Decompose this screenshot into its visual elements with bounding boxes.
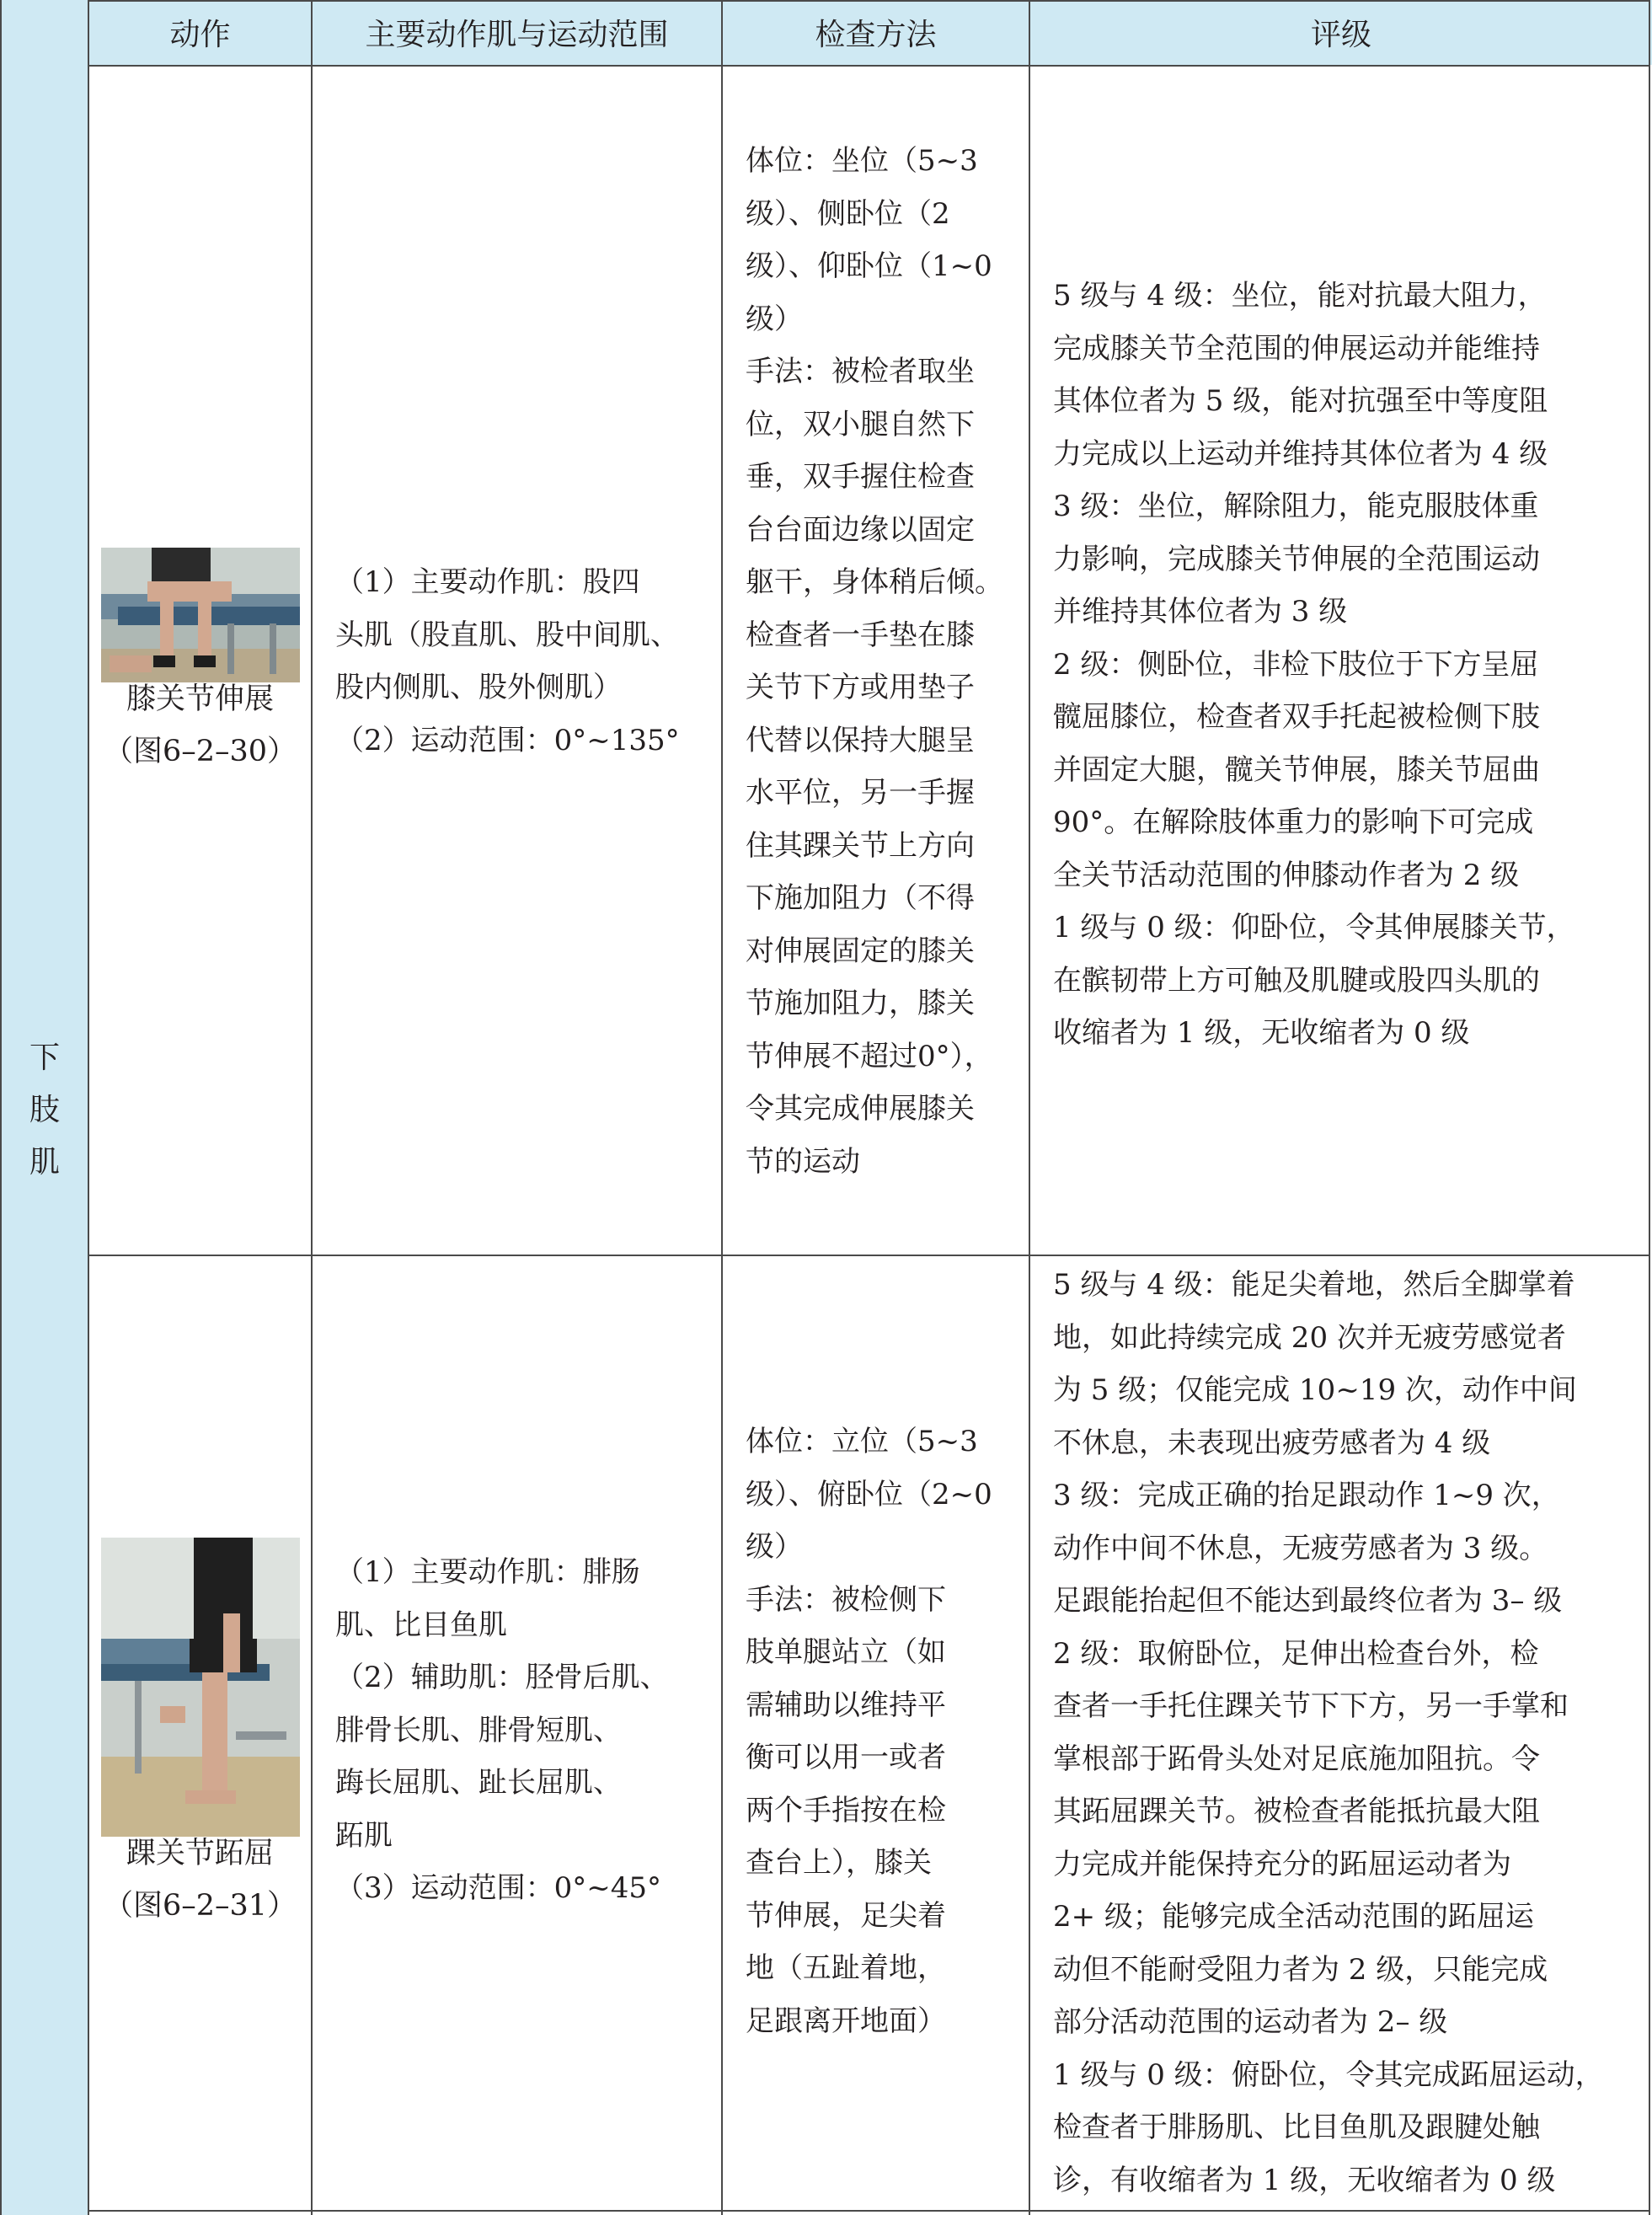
header-muscles: 主要动作肌与运动范围 bbox=[313, 0, 721, 65]
header-method: 检查方法 bbox=[723, 0, 1029, 65]
grid-line bbox=[88, 2210, 1650, 2212]
ankle-plantarflexion-label: 踝关节跖屈 bbox=[126, 1837, 274, 1870]
grid-line bbox=[88, 0, 1650, 2]
grid-line bbox=[88, 1255, 1650, 1256]
ankle-plantarflexion-muscles: （1）主要动作肌：腓肠 肌、比目鱼肌 （2）辅助肌：胫骨后肌、 腓骨长肌、腓骨短肌、 踇长屈肌、趾长屈肌、 跖肌 （3）运动范围：0°~45° bbox=[335, 1555, 669, 1905]
category-label: 下 肢 肌 bbox=[29, 1041, 60, 1180]
ankle-plantarflexion-photo bbox=[101, 1538, 300, 1837]
grid-line bbox=[1649, 0, 1650, 2215]
grid-line bbox=[1029, 0, 1030, 2215]
knee-extension-photo bbox=[101, 548, 300, 682]
grid-line bbox=[0, 0, 2, 2215]
grid-line bbox=[311, 0, 313, 2215]
header-action: 动作 bbox=[89, 0, 311, 65]
grid-line bbox=[88, 65, 1650, 67]
knee-extension-method: 体位：坐位（5~3 级）、侧卧位（2 级）、仰卧位（1~0 级） 手法：被检者取坐 位，双小腿自然下 垂，双手握住检查 台台面边缘以固定 躯干，身体稍后倾。 检查者一手垫在膝 关节下方或用垫子 代替以保持大腿呈 水平位，另一手握 住其踝关节上方向 下施加阻力（不得 对伸展固定的膝关 节施加阻力，膝关 节伸展不超过0°）， 令其完成伸展膝关 节的运动 bbox=[746, 144, 1003, 1179]
knee-extension-label: 膝关节伸展 bbox=[126, 682, 274, 716]
knee-extension-figure-ref: （图6–2–30） bbox=[103, 735, 297, 768]
ankle-plantarflexion-figure-ref: （图6–2–31） bbox=[103, 1889, 297, 1923]
ankle-plantarflexion-method: 体位：立位（5~3 级）、俯卧位（2~0 级） 手法：被检侧下 肢单腿站立（如 需辅助以维持平 衡可以用一或者 两个手指按在检 查台上），膝关 节伸展，足尖着 地（五趾着地， 足跟离开地面） bbox=[746, 1425, 992, 2038]
knee-extension-grading: 5 级与 4 级：坐位，能对抗最大阻力， 完成膝关节全范围的伸展运动并能维持 其体位者为 5 级，能对抗强至中等度阻 力完成以上运动并维持其体位者为 4 级 3 级：坐位，解除阻力，能克服肢体重 力影响，完成膝关节伸展的全范围运动 并维持其体位者为 3 级 2 级：侧卧位，非检下肢位于下方呈屈 髋屈膝位，检查者双手托起被检侧下肢 并固定大腿，髋关节伸展，膝关节屈曲 90°。在解除肢体重力的影响下可完成 全关节活动范围的伸膝动作者为 2 级 1 级与 0 级：仰卧位，令其伸展膝关节， 在髌韧带上方可触及肌腱或股四头肌的 收缩者为 1 级，无收缩者为 0 级 bbox=[1053, 279, 1575, 1050]
knee-extension-muscles: （1）主要动作肌：股四 头肌（股直肌、股中间肌、 股内侧肌、股外侧肌） （2）运动范围：0°~135° bbox=[335, 565, 680, 757]
header-grading: 评级 bbox=[1030, 0, 1652, 65]
grid-line bbox=[721, 0, 723, 2215]
ankle-plantarflexion-grading: 5 级与 4 级：能足尖着地，然后全脚掌着 地，如此持续完成 20 次并无疲劳感觉者 为 5 级；仅能完成 10~19 次，动作中间 不休息，未表现出疲劳感者为 4 级 3 级：完成正确的抬足跟动作 1~9 次， 动作中间不休息，无疲劳感者为 3 级。 足跟能抬起但不能达到最终位者为 3– 级 2 级：取俯卧位，足伸出检查台外，检 查者一手托住踝关节下下方，另一手掌和 掌根部于跖骨头处对足底施加阻抗。令 其跖屈踝关节。被检查者能抵抗最大阻 力完成并能保持充分的跖屈运动者为 2+ 级；能够完成全活动范围的跖屈运 动但不能耐受阻力者为 2 级，只能完成 部分活动范围的运动者为 2– 级 1 级与 0 级：俯卧位，令其完成跖屈运动， 检查者于腓肠肌、比目鱼肌及跟腱处触 诊，有收缩者为 1 级，无收缩者为 0 级 bbox=[1053, 1268, 1604, 2197]
